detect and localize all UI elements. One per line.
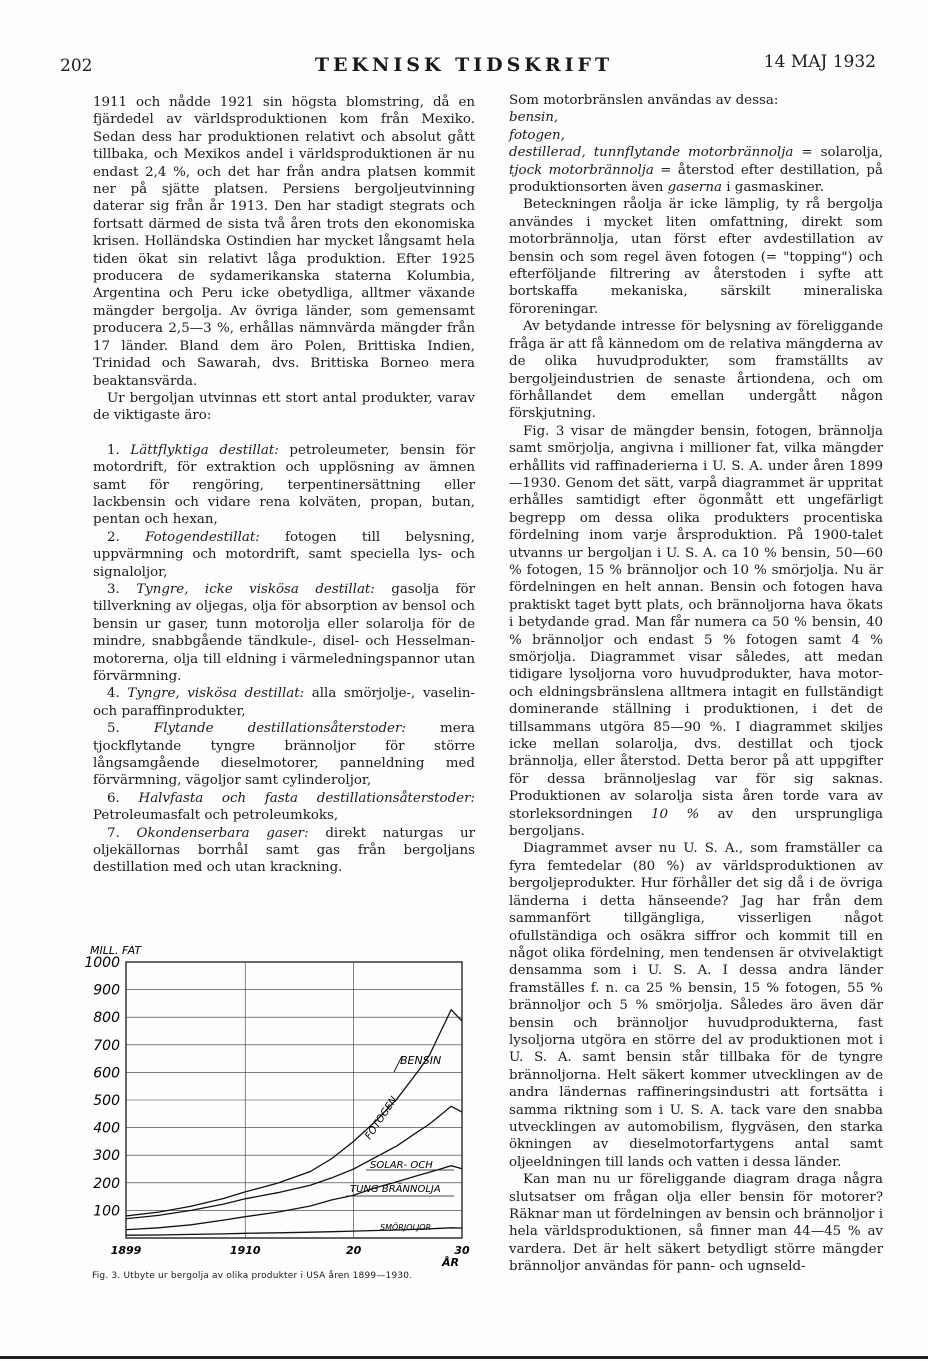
list-item-text: Petroleumasfalt och petroleumkoks, — [93, 808, 339, 824]
fuel3-d: = återstod efter destillation, på produktionsorten även — [509, 162, 883, 196]
list-item-number: 4. — [107, 686, 120, 702]
page-header — [0, 52, 928, 76]
list-item-term: Tyngre, viskösa destillat: — [127, 686, 305, 702]
fuel3-c: tjock motorbrännolja — [509, 162, 654, 178]
journal-title: TEKNISK TIDSKRIFT — [314, 54, 614, 76]
left-column — [93, 94, 475, 877]
figure-3-chart — [84, 940, 484, 1270]
list-item-number: 2. — [107, 529, 120, 545]
y-tick-label: 200 — [93, 1175, 120, 1192]
fuel-bensin — [509, 109, 883, 126]
list-item-term: Tyngre, icke viskösa destillat: — [136, 581, 375, 597]
bottom-rule — [0, 1356, 928, 1359]
page-number: 202 — [60, 56, 93, 76]
list-item-number: 6. — [107, 790, 120, 806]
fuel3-f: i gasmaskiner. — [721, 180, 824, 196]
label-bensin: BENSIN — [400, 1054, 442, 1067]
list-item-number: 7. — [107, 825, 120, 841]
para-d-part1: Fig. 3 visar de mängder bensin, fotogen, brännolja samt smörjolja, angivna i millioner fat, vilka mängder erhållits vid raffinaderierna i U. S. A. under åren 1899—1930. Genom det sätt, varpå diagrammet är uppritat erhålles samtidigt efter ögonmått ett ungefärligt begrepp om dessa olika produkters procentiska fördelning inom varje årsproduktion. På 1900-talet utvanns ur bergoljan i U. S. A. ca 10 % bensin, 50—60 % fotogen, 15 % brännoljor och 10 % smörjolja. Nu är fördelningen en helt annan. Bensin och fotogen hava praktiskt taget bytt plats, och brännoljorna hava ökats i betydande grad. Man får numera ca 50 % bensin, 40 % brännoljor och endast 5 % fotogen samt 4 % smörjolja. Diagrammet visar således, att medan tidigare lysoljorna voro huvudprodukter, hava motor- och eldningsbränslena alltmera intagit en fullständigt dominerande ställning i produktionen, i det de tillsammans utgöra 85—90 %. I diagrammet skiljes icke mellan solarolja, dvs. destillat och tjock brännolja, eller återstod. Detta beror på att uppgifter för dessa brännoljeslag var för sig saknas. Produktionen av solarolja sista åren torde vara av storleksordningen — [509, 423, 883, 822]
fuel-fotogen — [509, 127, 883, 144]
fuel-fotogen-text: fotogen, — [509, 127, 565, 143]
list-item-term: Lättflyktiga destillat: — [130, 442, 279, 458]
chart-series — [126, 1010, 462, 1235]
left-paragraph-2: Ur bergoljan utvinnas ett stort antal produkter, varav de viktigaste äro: — [93, 390, 475, 424]
y-tick-label: 300 — [93, 1148, 120, 1165]
list-item-term: Flytande destillationsåterstoder: — [153, 721, 406, 737]
list-item-number: 3. — [107, 581, 120, 597]
fuel3-a: destillerad, tunnflytande motorbrännolja — [509, 145, 794, 161]
list-item-number: 5. — [107, 721, 120, 737]
label-fotogen: FOTOGEN — [363, 1094, 400, 1142]
fuel-brannolja — [509, 144, 883, 196]
para-d-emphasis: 10 % — [651, 806, 700, 822]
y-axis-label: MILL. FAT — [90, 944, 142, 957]
list-item-term: Halvfasta och fasta destillationsåterstoder: — [138, 790, 475, 806]
fuel3-b: = solarolja, — [793, 145, 883, 161]
y-tick-label: 700 — [93, 1037, 120, 1054]
fuel-bensin-text: bensin, — [509, 110, 559, 126]
y-tick-label: 100 — [93, 1203, 120, 1220]
x-axis-label: ÅR — [442, 1256, 459, 1269]
figure-caption: Fig. 3. Utbyte ur bergolja av olika produkter i USA åren 1899—1930. — [92, 1271, 413, 1281]
spacer — [93, 425, 475, 442]
x-tick-label: 30 — [454, 1244, 470, 1257]
list-item-number: 1. — [107, 442, 120, 458]
list-item-text: direkt naturgas ur oljekällornas borrhål samt gas från bergoljans destillation med och utan krackning. — [93, 825, 476, 876]
list-item-term: Fotogendestillat: — [145, 529, 260, 545]
x-tick-label: 20 — [345, 1244, 362, 1257]
list-item-text: mera tjockflytande tyngre brännoljor för större långsamgående dieselmotorer, panneldning med förvärmning, vägoljor samt cylinderoljor, — [93, 721, 475, 789]
y-tick-label: 500 — [93, 1093, 120, 1109]
y-tick-label: 900 — [93, 982, 120, 999]
y-tick-label: 400 — [93, 1120, 120, 1137]
x-axis-label-group — [441, 1256, 459, 1269]
x-tick-label: 1899 — [110, 1244, 142, 1257]
fuel3-e: gaserna — [667, 180, 722, 196]
label-solar: SOLAR- OCH — [370, 1160, 433, 1171]
right-paragraph-c: Av betydande intresse för belysning av föreliggande fråga är att få kännedom om de relativa mängderna av de olika huvudprodukter, som framställts av bergoljeindustrien de senaste årtiondena, och om förhållandet dem emellan undergått någon förskjutning. — [509, 319, 883, 422]
list-item — [93, 529, 475, 581]
series-line-1 — [126, 1166, 462, 1230]
y-tick-label: 600 — [93, 1065, 120, 1082]
label-tung-brannolja: TUNG BRÄNNOLJA — [350, 1184, 441, 1195]
right-paragraph-d — [509, 423, 883, 841]
right-paragraph-e: Diagrammet avser nu U. S. A., som framställer ca fyra femtedelar (80 %) av världsproduktionen av bergoljeprodukter. Hur förhåller det sig då i de övriga länderna i detta hänseende? Jag har från dem sammanfört tillgängliga, visserligen något ofullständiga och osäkra siffror och kommit till en något olika fördelning, men tendensen är otvivelaktigt densamma som i U. S. A. I dessa andra länder framställes f. n. ca 25 % bensin, 15 % fotogen, 55 % brännoljor och 5 % smörjolja. Således äro även där bensin och brännoljor huvudprodukterna, fast lysoljorna utgöra en större del av produktionen mot i U. S. A. samt bensin står tillbaka för de tyngre brännoljorna. Helt säkert kommer utvecklingen av de andra ländernas raffineringsindustri att fortsätta i samma riktning som i U. S. A. tack vare den snabba utvecklingen av automobilism, flygväsen, den starka ökningen av dieselmotorfartygens antal samt oljeeldningen till lands och vatten i dessa länder. — [509, 841, 883, 1170]
para-d-part2: av den ursprungliga bergoljans. — [509, 806, 883, 840]
product-list — [93, 442, 475, 877]
list-item — [93, 790, 475, 825]
list-item — [93, 685, 475, 720]
list-item — [93, 720, 475, 790]
list-item-text: gasolja för tillverkning av oljegas, olja för absorption av bensol och bensin ur gaser, tunn motorolja eller solarolja för de mindre, snabbgående tändkule-, disel- och Hesselman-motorerna, olja till eldning i värmeledningspannor utan förvärmning. — [93, 581, 476, 684]
list-item-text: fotogen till belysning, uppvärmning och motordrift, samt speciella lys- och signaloljor, — [93, 529, 475, 580]
list-item — [93, 825, 475, 877]
y-tick-label: 1000 — [84, 955, 120, 971]
right-paragraph-b: Beteckningen råolja är icke lämplig, ty rå bergolja användes i mycket liten omfattning, direkt som motorbrännolja, utan först efter avdestillation av bensin och som regel även fotogen (= "topping") och efterföljande filtrering av återstoden i syfte att bortskaffa mekaniska, särskilt mineraliska föroreningar. — [509, 197, 883, 317]
left-paragraph-1: 1911 och nådde 1921 sin högsta blomstring, då en fjärdedel av världsproduktionen kom från Mexiko. Sedan dess har produktionen relativt och absolut gått tillbaka, och Mexikos andel i världsproduktionen är nu endast 2,4 %, och det har från andra platsen kommit ner på sjätte platsen. Persiens bergoljeutvinning daterar sig från år 1913. Den har stadigt stegrats och fortsatt därmed de sista två åren trots den ekonomiska krisen. Holländska Ostindien har mycket långsamt hela tiden ökat sin relativt låga produktion. Efter 1925 producera de sydamerikanska staterna Kolumbia, Argentina och Peru icke obetydliga, alltmer växande mängder bergolja. Av övriga länder, som gemensamt producera 2,5—3 %, erhållas nämnvärda mängder från 17 länder. Bland dem äro Polen, Brittiska Indien, Trinidad och Sawarah, dvs. Brittiska Borneo mera beaktansvärda. — [93, 95, 475, 389]
right-paragraph-f: Kan man nu ur föreliggande diagram draga några slutsatser om frågan olja eller bensin för motorer? Räknar man ut fördelningen av bensin och brännoljor i hela världsproduktionen, så finner man 44—45 % av vardera. Det är helt säkert betydligt större mängder brännoljor användas för pann- och ugnseld- — [509, 1172, 883, 1275]
list-item — [93, 442, 475, 529]
x-tick-label: 1910 — [229, 1244, 261, 1257]
list-item — [93, 581, 475, 685]
list-item-text: petroleumeter, bensin för motordrift, för extraktion och upplösning av ämnen samt för rengöring, terpentinersättning eller lackbensin och vidare rena kolväten, propan, butan, pentan och hexan, — [93, 442, 476, 528]
y-tick-label: 800 — [93, 1010, 120, 1027]
issue-date: 14 MAJ 1932 — [763, 52, 876, 72]
list-item-text: alla smörjolje-, vaselin- och paraffinprodukter, — [93, 686, 475, 719]
chart-grid — [126, 962, 462, 1238]
fuels-intro: Som motorbränslen användas av dessa: — [509, 93, 779, 108]
list-item-term: Okondenserbara gaser: — [136, 825, 309, 841]
right-column — [509, 92, 883, 1276]
label-smorjoljor: SMÖRJOLJOR — [380, 1223, 432, 1232]
